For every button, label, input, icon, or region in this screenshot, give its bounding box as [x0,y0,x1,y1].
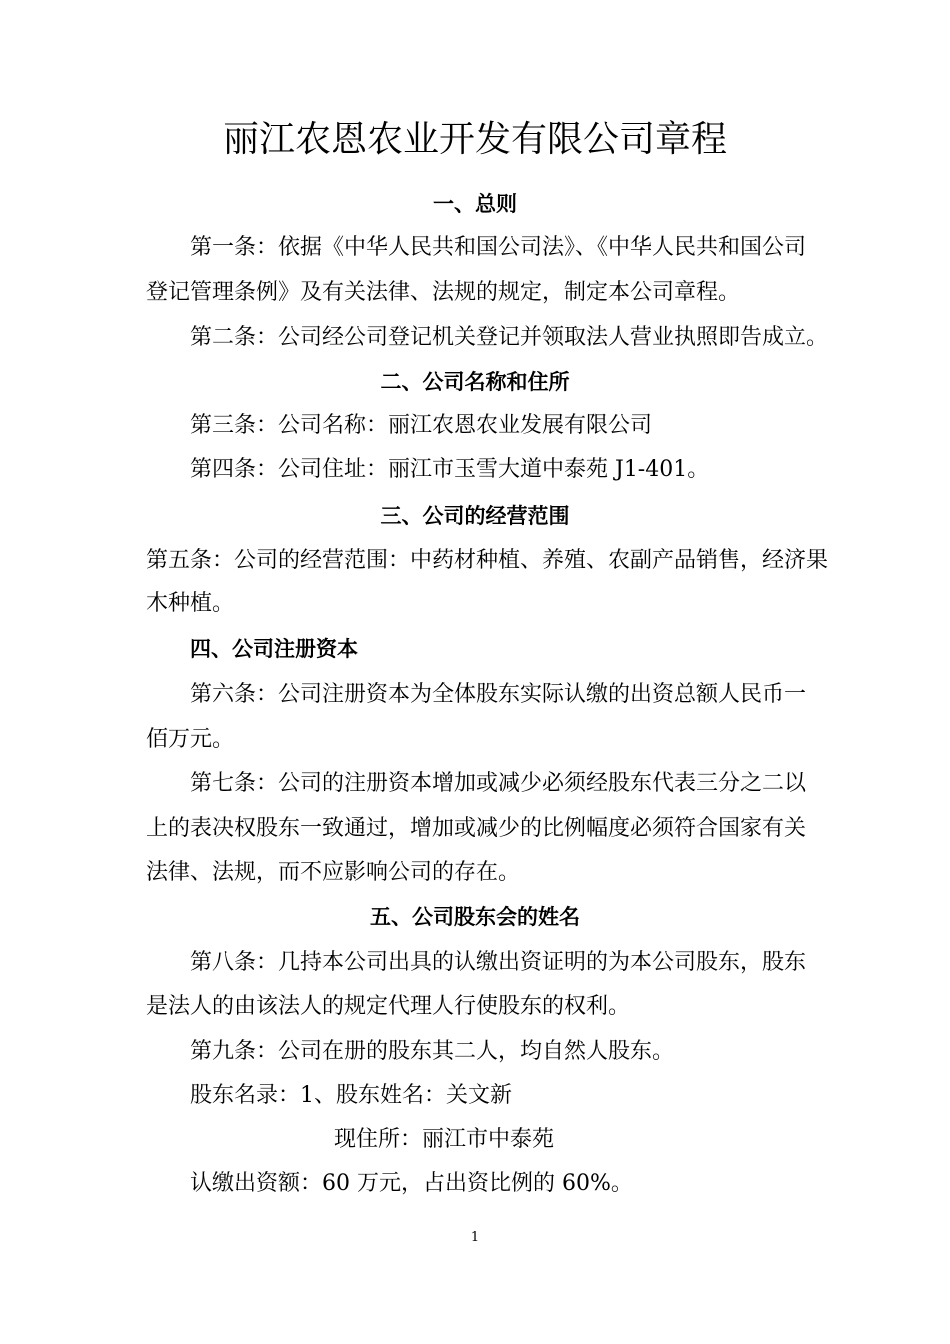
article-4: 第四条：公司住址：丽江市玉雪大道中泰苑 J1-401。 [190,457,710,482]
article-6-line-2: 佰万元。 [146,727,235,752]
article-2: 第二条：公司经公司登记机关登记并领取法人营业执照即告成立。 [190,325,829,350]
article-9: 第九条：公司在册的股东其二人，均自然人股东。 [190,1039,675,1064]
section-heading: 四、公司注册资本 [190,637,358,661]
article-5-line-1: 第五条：公司的经营范围：中药材种植、养殖、农副产品销售，经济果 [146,548,829,573]
shareholder-1-name: 股东名录：1、股东姓名：关文新 [190,1083,512,1108]
section-heading: 一、总则 [433,192,517,216]
shareholder-1-address: 现住所：丽江市中泰苑 [334,1127,555,1152]
page-number: 1 [470,1230,480,1245]
article-8-line-2: 是法人的由该法人的规定代理人行使股东的权利。 [146,994,631,1019]
article-5-line-2: 木种植。 [146,591,235,616]
section-heading: 二、公司名称和住所 [380,370,570,394]
article-7-line-1: 第七条：公司的注册资本增加或减少必须经股东代表三分之二以 [190,771,807,796]
article-6-line-1: 第六条：公司注册资本为全体股东实际认缴的出资总额人民币一 [190,682,807,707]
article-1-line-1: 第一条：依据《中华人民共和国公司法》、《中华人民共和国公司 [190,235,807,260]
article-7-line-3: 法律、法规，而不应影响公司的存在。 [146,860,521,885]
article-7-line-2: 上的表决权股东一致通过，增加或减少的比例幅度必须符合国家有关 [146,816,807,841]
shareholder-1-amount: 认缴出资额：60 万元，占出资比例的 60%。 [190,1171,633,1196]
article-3: 第三条：公司名称：丽江农恩农业发展有限公司 [190,413,653,438]
article-1-line-2: 登记管理条例》及有关法律、法规的规定，制定本公司章程。 [146,280,741,305]
document-title: 丽江农恩农业开发有限公司章程 [222,119,727,160]
section-heading: 三、公司的经营范围 [380,504,570,528]
article-8-line-1: 第八条：几持本公司出具的认缴出资证明的为本公司股东，股东 [190,950,807,975]
section-heading: 五、公司股东会的姓名 [370,905,580,929]
